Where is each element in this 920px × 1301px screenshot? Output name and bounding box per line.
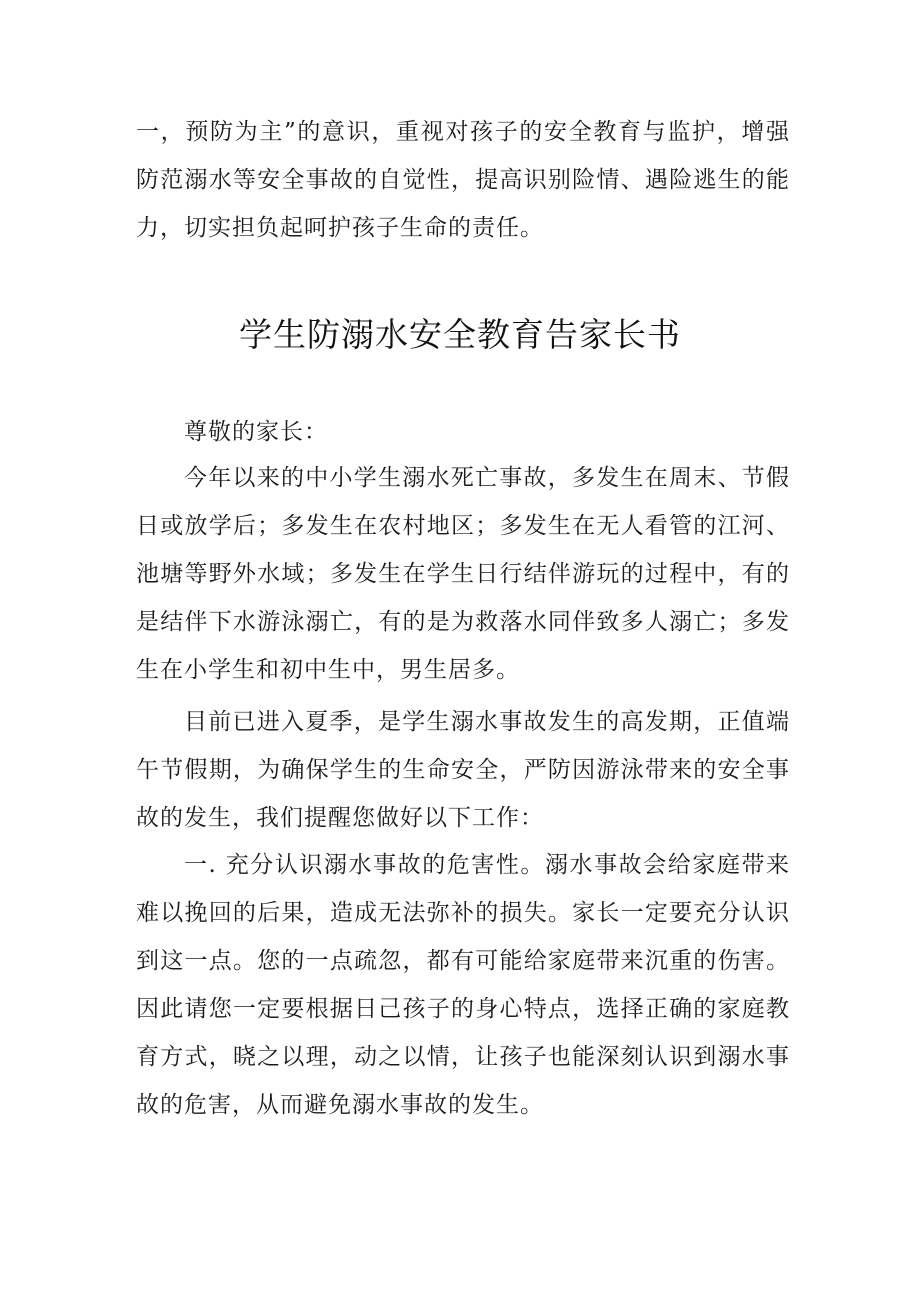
document-title: 学生防溺水安全教育告家长书 xyxy=(239,315,681,354)
salutation: 尊敬的家长： xyxy=(184,419,328,445)
continuation-paragraph: 一，预防为主”的意识，重视对孩子的安全教育与监护，增强防范溺水等安全事故的自觉性，提高识别险情、遇险逃生的能力，切实担负起呵护孩子生命的责任。 xyxy=(136,119,790,241)
paragraph-accident-statistics: 今年以来的中小学生溺水死亡事故，多发生在周末、节假日或放学后；多发生在农村地区；多发生在无人看管的江河、池塘等野外水域；多发生在学生日行结伴游玩的过程中，有的是结伴下水游泳溺亡，有的是为救落水同伴致多人溺亡；多发生在小学生和初中生中，男生居多。 xyxy=(136,465,790,683)
paragraph-point-one: 一. 充分认识溺水事故的危害性。溺水事故会给家庭带来难以挽回的后果，造成无法弥补的损失。家长一定要充分认识到这一点。您的一点疏忽，都有可能给家庭带来沉重的伤害。因此请您一定要根据日己孩子的身心特点，选择正确的家庭教育方式，晓之以理，动之以情，让孩子也能深刻认识到溺水事故的危害，从而避免溺水事故的发生。 xyxy=(136,852,790,1118)
paragraph-summer-reminder: 目前已进入夏季，是学生溺水事故发生的高发期，正值端午节假期，为确保学生的生命安全，严防因游泳带来的安全事故的发生，我们提醒您做好以下工作： xyxy=(136,709,790,831)
